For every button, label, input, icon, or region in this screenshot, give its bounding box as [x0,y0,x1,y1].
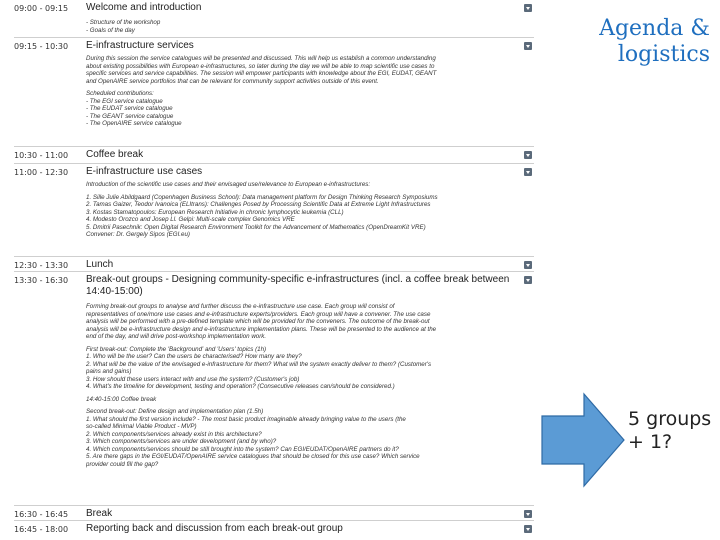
session-description [86,181,524,239]
description-line: provider could fill the gap? [86,460,159,468]
description-line: 4. What's the timeline for development, testing and operation? (Consecutive releases can/should be considered.) [86,383,395,390]
session-time: 09:15 - 10:30 [14,42,69,51]
description-line: First break-out: Complete the 'Background' and 'Users' topics (1h) [86,345,267,353]
session-title: E-infrastructure use cases [86,166,203,177]
expand-toggle-icon[interactable] [524,525,532,533]
expand-toggle-icon[interactable] [524,510,532,518]
description-line: 3. Which components/services are under development (and by who)? [86,438,277,445]
description-line: 14:40-15:00 Coffee break [86,395,157,403]
session-description [86,19,524,34]
session-title: Break [86,508,113,519]
description-line: about existing possibilities with European e-infrastructures, so later during the day we will be able to map scientific use cases to [86,62,435,70]
callout-line-2: + 1? [628,431,673,453]
description-line: 4. Modesto Orozco and Josep Ll. Gelpi: Multi-scale complex Genomics VRE [86,216,295,223]
callout-text [628,408,720,454]
session-time: 10:30 - 11:00 [14,151,69,160]
description-line: - Goals of the day [86,26,135,34]
session-time: 09:00 - 09:15 [14,4,69,13]
description-line: representatives of one/more use cases and e-infrastructure experts/providers. Each group will have a convener. The use case [86,310,431,318]
session-title: E-infrastructure services [86,40,194,51]
expand-toggle-icon[interactable] [524,42,532,50]
slide-title-line-2: logistics [617,42,710,67]
session-description [86,55,524,128]
description-line: pains and gains) [86,368,132,375]
description-line: 5. Are there gaps in the EGI/EUDAT/OpenAIRE service catalogues that should be closed for this use case? Which service [86,453,420,460]
row-divider [14,146,534,147]
description-line: 1. What should the first version include? - The most basic product imaginable already bringing value to the users (the [86,415,406,423]
description-line: and OpenAIRE service portfolios that can be relevant for community support activities outside of this event. [86,77,379,85]
session-title: Welcome and introduction [86,2,202,13]
description-line: analysis will be performed with a pre-defined template which will be provided for the conveners. The outcome of the break-out [86,318,430,325]
description-line: Convener: Dr. Gergely Sipos (EGI.eu) [86,231,190,238]
right-arrow-icon [540,392,626,488]
description-line: 1. Who will be the user? Can the users be characterised? How many are they? [86,353,302,360]
row-divider [14,37,534,38]
description-line: - The EUDAT service catalogue [86,105,173,112]
session-time: 12:30 - 13:30 [14,261,69,270]
description-line: 4. Which components/services should be still brought into the system? Can EGI/EUDAT/OpenAIRE partners do it? [86,445,399,453]
description-line: 2. Which components/services already exist in this architecture? [86,430,262,438]
description-line: Forming break-out groups to analyse and further discuss the e-infrastructure use case. Each group will consist of [86,303,395,310]
description-line: Introduction of the scientific use cases and their envisaged use/relevance to European e-infrastructures: [86,181,371,188]
row-divider [14,505,534,506]
description-line: end of the day, and will drive post-workshop implementation work. [86,333,267,340]
slide-title-line-1: Agenda & [599,16,710,41]
expand-toggle-icon[interactable] [524,276,532,284]
description-line: Second break-out: Define design and implementation plan (1.5h) [86,408,264,415]
description-line: 3. Kostas Stamatopoulos: European Research Initiative in chronic lymphocytic leukemia (CLL) [86,208,344,216]
expand-toggle-icon[interactable] [524,4,532,12]
description-line: Scheduled contributions: [86,90,154,97]
session-title: Coffee break [86,149,144,160]
session-description [86,303,524,468]
description-line: During this session the service catalogues will be presented and discussed. This will help us establish a common understanding [86,55,436,62]
description-line: 3. How should these users interact with and use the system? (Customer's job) [86,375,300,383]
description-line: - Structure of the workshop [86,19,161,26]
session-title: Lunch [86,259,114,270]
description-line: analysis will be e-infrastructure design and e-infrastructure implementation plans. These will be presented to the audience at the [86,325,437,333]
description-line: 1. Sille Julie Abildgaard (Copenhagen Business School): Data management platform for Design Thinking Research Symposiums [86,193,438,201]
session-title: Reporting back and discussion from each break-out group [86,523,343,534]
description-line: specific services and service capabilities. The session will empower participants with knowledge about the EGI, EUDAT, GEANT [86,70,437,77]
expand-toggle-icon[interactable] [524,151,532,159]
row-divider [14,271,534,272]
session-time: 16:30 - 16:45 [14,510,69,519]
slide-title [560,16,710,68]
row-divider [14,520,534,521]
description-line: 2. Tamas Gaizer, Teodor Ivanoica (ELItrans): Challenges Posed by Processing Scientific Data at Extreme Light Infrastructures [86,201,431,208]
session-time: 11:00 - 12:30 [14,168,69,177]
session-time: 16:45 - 18:00 [14,525,69,534]
row-divider [14,163,534,164]
row-divider [14,256,534,257]
expand-toggle-icon[interactable] [524,261,532,269]
description-line: - The OpenAIRE service catalogue [86,120,182,127]
description-line: - The EGI service catalogue [86,97,163,105]
description-line: 5. Dmitrii Pasechnik: Open Digital Research Environment Toolkit for the Advancement of Mathematics (OpenDreamKit VRE) [86,223,426,231]
description-line: - The GEANT service catalogue [86,112,174,120]
callout-line-1: 5 groups [628,408,712,430]
description-line: 2. What will be the value of the envisaged e-infrastructure for them? What will the system exactly deliver to them? (Customer's [86,360,432,368]
description-line: so-called Minimal Viable Product - MVP) [86,423,197,430]
session-title: Break-out groups - Designing community-specific e-infrastructures (incl. a coffee break between 14:40-15:00) [86,274,510,297]
session-time: 13:30 - 16:30 [14,276,69,285]
expand-toggle-icon[interactable] [524,168,532,176]
